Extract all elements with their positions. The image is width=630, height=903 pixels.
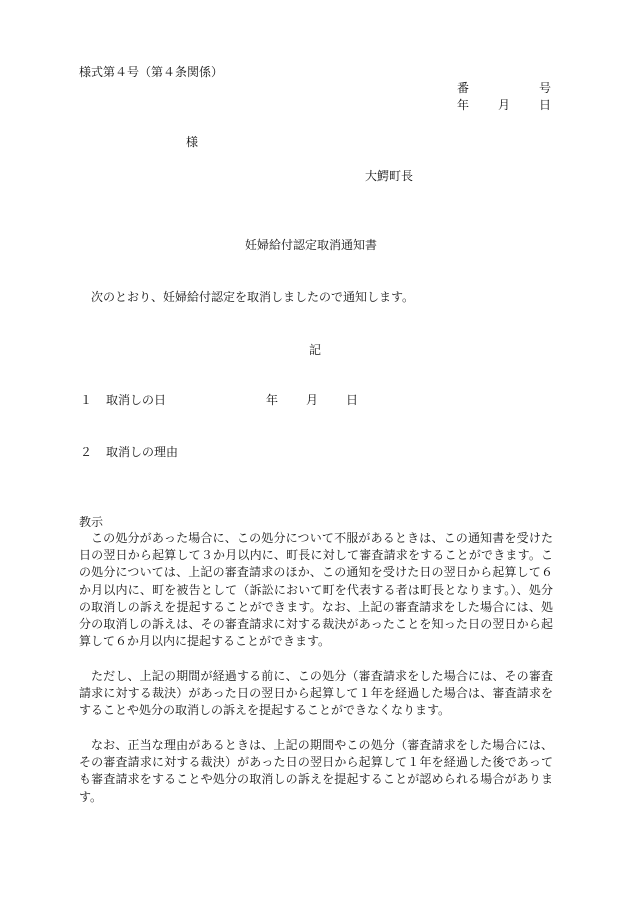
item1-year: 年 (266, 393, 279, 407)
kyoji-heading: 教示 (79, 515, 104, 529)
item1-month: 月 (306, 393, 319, 407)
ki-heading: 記 (309, 343, 322, 357)
form-label: 様式第４号（第４条関係） (79, 65, 224, 79)
number-suffix: 号 (539, 81, 552, 95)
number-label: 番 (457, 81, 470, 95)
item1-day: 日 (346, 393, 359, 407)
kyoji-paragraph: なお、正当な理由があるときは、上記の期間やこの処分（審査請求をした場合には、その審査請求に対する裁決）があった日の翌日から起算して１年を経過した後であっても審査請求をすることや処分の取消しの訴えを提起することが認められる場合があります。 (79, 738, 553, 804)
item1-label: 取消しの日 (106, 393, 167, 407)
item2-label: 取消しの理由 (106, 445, 179, 459)
issuer: 大鰐町長 (365, 169, 414, 183)
addressee-suffix: 様 (186, 135, 199, 149)
date-month: 月 (498, 98, 511, 112)
intro-text: 次のとおり、妊婦給付認定を取消しましたので通知します。 (91, 290, 415, 304)
document-title: 妊婦給付認定取消通知書 (245, 238, 378, 252)
item2-number: ２ (80, 445, 93, 459)
kyoji-paragraph: この処分があった場合に、この処分について不服があるときは、この通知書を受けた日の翌日から起算して３か月以内に、町長に対して審査請求をすることができます。この処分については、上記の審査請求のほか、この通知を受けた日の翌日から起算して６か月以内に、町を被告として（訴訟において町を代表する者は町長となります。）、処分の取消しの訴えを提起することができます。なお、上記の審査請求をした場合には、処分の取消しの訴えは、その審査請求に対する裁決があったことを知った日の翌日から起算して６か月以内に提起することができます。 (79, 531, 553, 649)
date-year: 年 (457, 98, 470, 112)
item1-number: １ (80, 393, 93, 407)
date-day: 日 (539, 98, 552, 112)
kyoji-paragraph: ただし、上記の期間が経過する前に、この処分（審査請求をした場合には、その審査請求に対する裁決）があった日の翌日から起算して１年を経過した場合は、審査請求をすることや処分の取消しの訴えを提起することができなくなります。 (79, 669, 553, 718)
